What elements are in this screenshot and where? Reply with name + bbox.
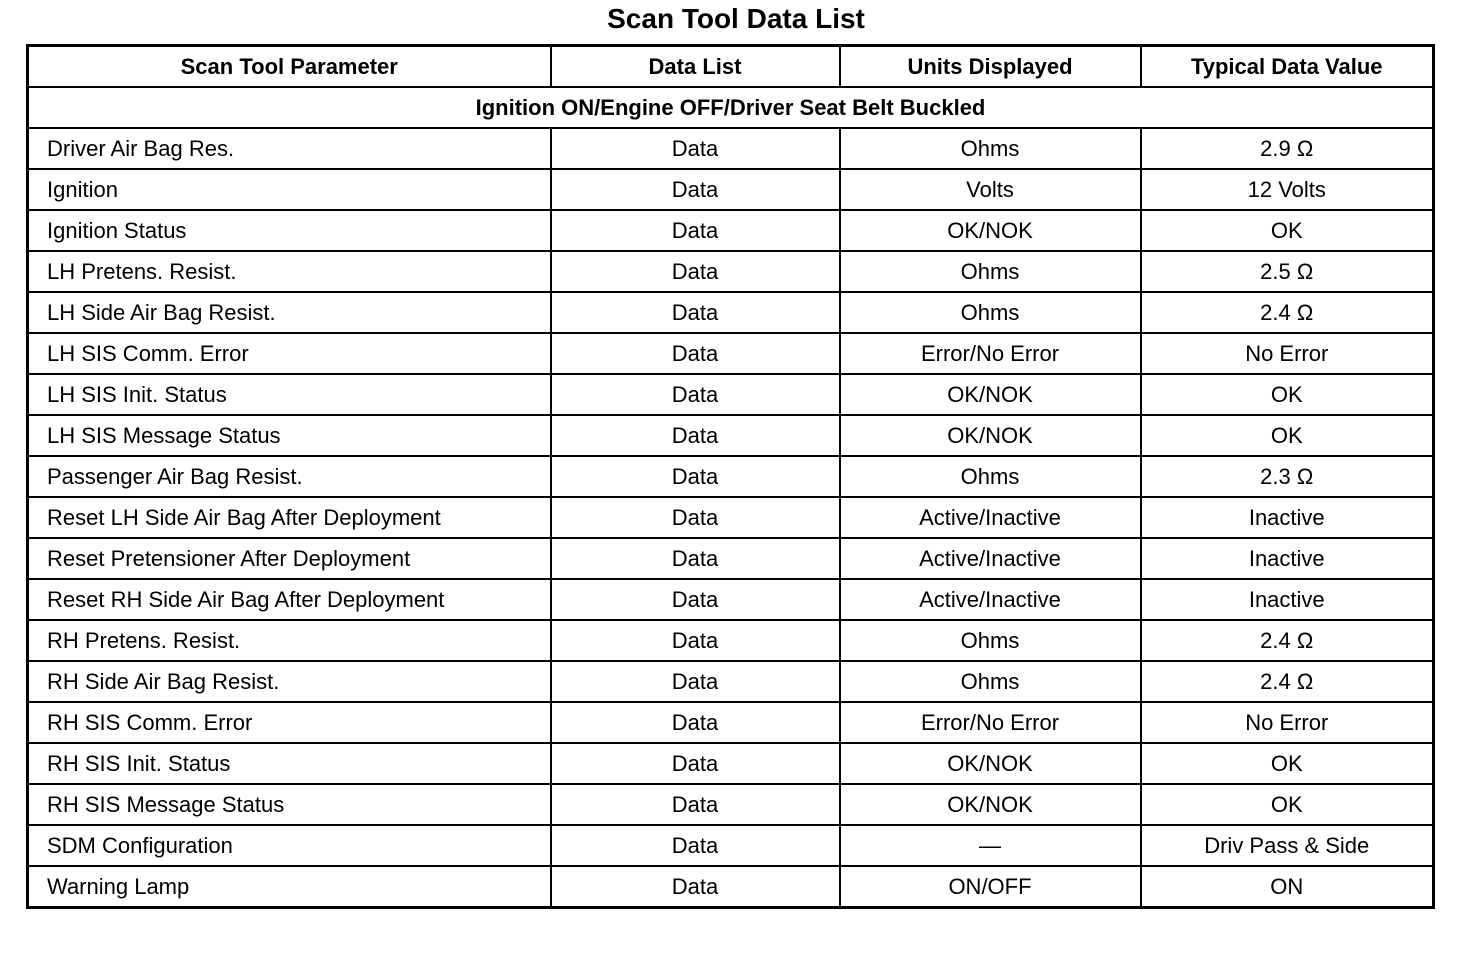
section-heading: Ignition ON/Engine OFF/Driver Seat Belt Buckled — [28, 87, 1434, 128]
cell-units-displayed: OK/NOK — [840, 415, 1141, 456]
table-row — [28, 456, 1434, 497]
cell-data-list: Data — [551, 128, 840, 169]
table-row — [28, 579, 1434, 620]
cell-data-list: Data — [551, 579, 840, 620]
table-row — [28, 743, 1434, 784]
page-title: Scan Tool Data List — [607, 3, 865, 34]
cell-units-displayed: Active/Inactive — [840, 538, 1141, 579]
cell-units-displayed: Ohms — [840, 292, 1141, 333]
cell-typical-data-value: No Error — [1141, 333, 1434, 374]
cell-typical-data-value: OK — [1141, 374, 1434, 415]
cell-parameter: Ignition Status — [28, 210, 551, 251]
table-row — [28, 292, 1434, 333]
cell-typical-data-value: Inactive — [1141, 538, 1434, 579]
cell-units-displayed: Ohms — [840, 620, 1141, 661]
cell-typical-data-value: No Error — [1141, 702, 1434, 743]
cell-typical-data-value: 2.5 Ω — [1141, 251, 1434, 292]
cell-typical-data-value: OK — [1141, 415, 1434, 456]
cell-typical-data-value: OK — [1141, 743, 1434, 784]
table-row — [28, 210, 1434, 251]
cell-typical-data-value: 2.9 Ω — [1141, 128, 1434, 169]
cell-units-displayed: Active/Inactive — [840, 579, 1141, 620]
table-row — [28, 538, 1434, 579]
table-row — [28, 415, 1434, 456]
cell-data-list: Data — [551, 292, 840, 333]
cell-parameter: Warning Lamp — [28, 866, 551, 908]
cell-data-list: Data — [551, 497, 840, 538]
header-row — [28, 46, 1434, 88]
table-row — [28, 128, 1434, 169]
cell-parameter: Reset RH Side Air Bag After Deployment — [28, 579, 551, 620]
cell-data-list: Data — [551, 251, 840, 292]
cell-units-displayed: OK/NOK — [840, 374, 1141, 415]
cell-parameter: RH SIS Message Status — [28, 784, 551, 825]
cell-typical-data-value: 2.4 Ω — [1141, 661, 1434, 702]
table-row — [28, 497, 1434, 538]
cell-parameter: Passenger Air Bag Resist. — [28, 456, 551, 497]
cell-units-displayed: — — [840, 825, 1141, 866]
cell-parameter: LH Side Air Bag Resist. — [28, 292, 551, 333]
scan-tool-data-table — [26, 44, 1435, 909]
cell-data-list: Data — [551, 169, 840, 210]
cell-units-displayed: Ohms — [840, 661, 1141, 702]
cell-parameter: RH SIS Comm. Error — [28, 702, 551, 743]
cell-parameter: Ignition — [28, 169, 551, 210]
cell-parameter: SDM Configuration — [28, 825, 551, 866]
table-row — [28, 702, 1434, 743]
cell-data-list: Data — [551, 374, 840, 415]
table-row — [28, 374, 1434, 415]
cell-data-list: Data — [551, 415, 840, 456]
cell-parameter: LH SIS Message Status — [28, 415, 551, 456]
cell-parameter: Reset LH Side Air Bag After Deployment — [28, 497, 551, 538]
table-row — [28, 169, 1434, 210]
cell-data-list: Data — [551, 538, 840, 579]
cell-parameter: RH Side Air Bag Resist. — [28, 661, 551, 702]
table-row — [28, 784, 1434, 825]
header-data-list: Data List — [551, 46, 840, 88]
cell-units-displayed: Active/Inactive — [840, 497, 1141, 538]
table-row — [28, 866, 1434, 908]
cell-typical-data-value: OK — [1141, 210, 1434, 251]
table-header — [28, 46, 1434, 88]
cell-parameter: LH Pretens. Resist. — [28, 251, 551, 292]
cell-typical-data-value: Inactive — [1141, 497, 1434, 538]
section-row — [28, 87, 1434, 128]
cell-typical-data-value: Driv Pass & Side — [1141, 825, 1434, 866]
cell-parameter: LH SIS Comm. Error — [28, 333, 551, 374]
cell-units-displayed: Ohms — [840, 128, 1141, 169]
cell-data-list: Data — [551, 661, 840, 702]
cell-units-displayed: OK/NOK — [840, 743, 1141, 784]
cell-data-list: Data — [551, 702, 840, 743]
cell-typical-data-value: 2.4 Ω — [1141, 292, 1434, 333]
table-body — [28, 87, 1434, 908]
cell-units-displayed: Ohms — [840, 456, 1141, 497]
header-scan-tool-parameter: Scan Tool Parameter — [28, 46, 551, 88]
table-row — [28, 620, 1434, 661]
table-row — [28, 251, 1434, 292]
cell-units-displayed: Error/No Error — [840, 702, 1141, 743]
cell-parameter: Driver Air Bag Res. — [28, 128, 551, 169]
header-units-displayed: Units Displayed — [840, 46, 1141, 88]
cell-parameter: LH SIS Init. Status — [28, 374, 551, 415]
cell-typical-data-value: Inactive — [1141, 579, 1434, 620]
cell-units-displayed: Ohms — [840, 251, 1141, 292]
cell-data-list: Data — [551, 825, 840, 866]
cell-units-displayed: Volts — [840, 169, 1141, 210]
cell-units-displayed: ON/OFF — [840, 866, 1141, 908]
cell-units-displayed: OK/NOK — [840, 784, 1141, 825]
cell-data-list: Data — [551, 620, 840, 661]
table-row — [28, 825, 1434, 866]
cell-typical-data-value: 2.3 Ω — [1141, 456, 1434, 497]
cell-data-list: Data — [551, 743, 840, 784]
cell-parameter: Reset Pretensioner After Deployment — [28, 538, 551, 579]
cell-parameter: RH SIS Init. Status — [28, 743, 551, 784]
cell-typical-data-value: ON — [1141, 866, 1434, 908]
cell-units-displayed: Error/No Error — [840, 333, 1141, 374]
cell-data-list: Data — [551, 456, 840, 497]
cell-parameter: RH Pretens. Resist. — [28, 620, 551, 661]
table-row — [28, 333, 1434, 374]
header-typical-data-value: Typical Data Value — [1141, 46, 1434, 88]
cell-data-list: Data — [551, 784, 840, 825]
cell-typical-data-value: 2.4 Ω — [1141, 620, 1434, 661]
cell-data-list: Data — [551, 866, 840, 908]
cell-data-list: Data — [551, 210, 840, 251]
cell-typical-data-value: 12 Volts — [1141, 169, 1434, 210]
cell-data-list: Data — [551, 333, 840, 374]
cell-typical-data-value: OK — [1141, 784, 1434, 825]
cell-units-displayed: OK/NOK — [840, 210, 1141, 251]
table-row — [28, 661, 1434, 702]
